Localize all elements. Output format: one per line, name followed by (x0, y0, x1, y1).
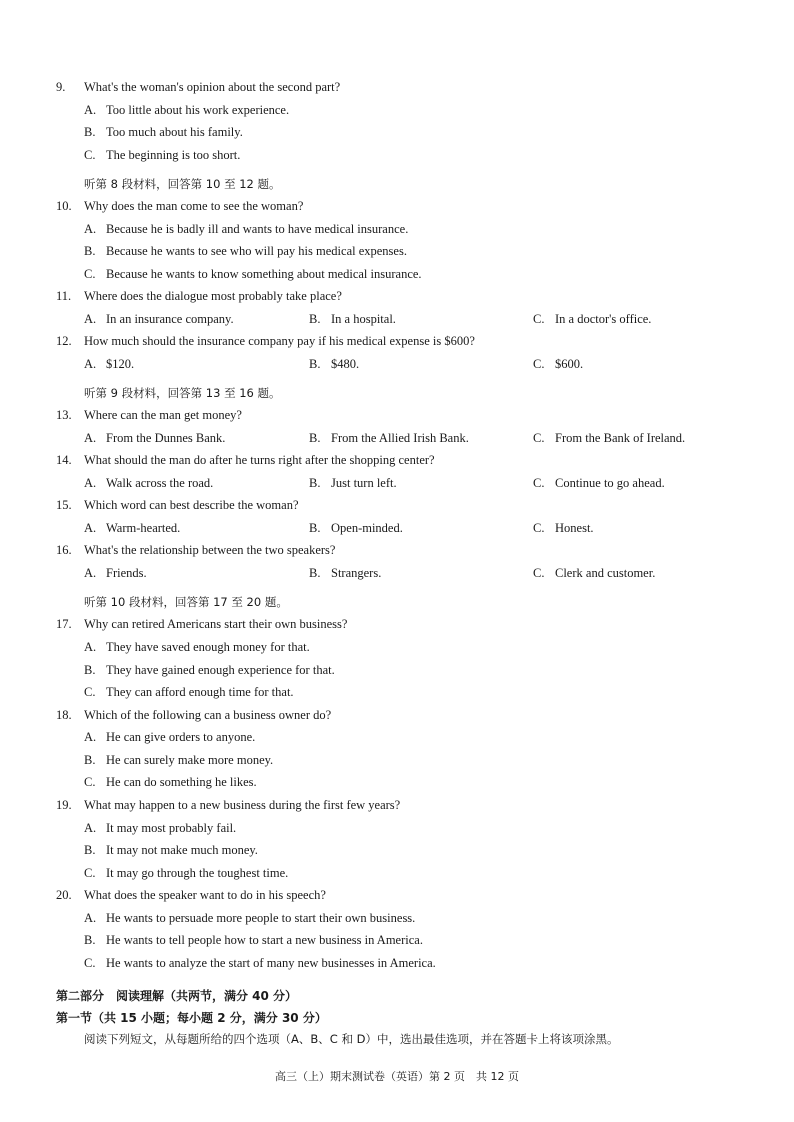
option-text: Too little about his work experience. (106, 103, 290, 117)
option-letter: A. (84, 566, 97, 580)
question-20 (56, 888, 326, 903)
option-text: Because he is badly ill and wants to have medical insurance. (106, 222, 409, 236)
option-20c (84, 956, 436, 971)
question-16 (56, 543, 335, 558)
option-text: They have gained enough experience for that. (106, 663, 335, 677)
option-16b (309, 566, 381, 581)
option-letter: C. (84, 775, 96, 789)
option-17a (84, 640, 310, 655)
option-text: $120. (106, 357, 135, 371)
question-number: 17. (56, 617, 72, 631)
option-letter: B. (309, 476, 321, 490)
option-14a (84, 476, 213, 491)
option-text: In a doctor's office. (555, 312, 652, 326)
option-text: $600. (555, 357, 584, 371)
option-text: Friends. (106, 566, 147, 580)
option-letter: C. (84, 148, 96, 162)
question-number: 14. (56, 453, 72, 467)
question-number: 16. (56, 543, 72, 557)
option-9c (84, 148, 240, 163)
question-text: Where can the man get money? (84, 408, 242, 422)
option-text: Continue to go ahead. (555, 476, 665, 490)
option-19c (84, 866, 288, 881)
question-number: 19. (56, 798, 72, 812)
question-text: Where does the dialogue most probably take place? (84, 289, 342, 303)
option-letter: A. (84, 730, 97, 744)
option-letter: B. (309, 357, 321, 371)
option-text: Clerk and customer. (555, 566, 656, 580)
option-letter: A. (84, 431, 97, 445)
option-letter: C. (533, 312, 545, 326)
option-text: It may go through the toughest time. (106, 866, 289, 880)
option-10a (84, 222, 408, 237)
option-15c (533, 521, 594, 536)
question-number: 12. (56, 334, 72, 348)
option-16c (533, 566, 655, 581)
option-letter: C. (533, 521, 545, 535)
question-number: 9. (56, 80, 66, 94)
question-14 (56, 453, 435, 468)
option-letter: C. (84, 685, 96, 699)
option-11c (533, 312, 651, 327)
option-letter: B. (84, 663, 96, 677)
option-15a (84, 521, 180, 536)
option-text: It may not make much money. (106, 843, 258, 857)
option-12a (84, 357, 134, 372)
question-number: 11. (56, 289, 72, 303)
option-13c (533, 431, 685, 446)
question-text: Which of the following can a business owner do? (84, 708, 332, 722)
option-text: He wants to analyze the start of many new businesses in America. (106, 956, 436, 970)
passage-intro-8: 听第 8 段材料，回答第 10 至 12 题。 (84, 177, 281, 191)
option-15b (309, 521, 403, 536)
question-18 (56, 708, 331, 723)
option-14c (533, 476, 665, 491)
option-20a (84, 911, 415, 926)
option-letter: C. (84, 866, 96, 880)
option-letter: C. (533, 566, 545, 580)
question-text: What should the man do after he turns right after the shopping center? (84, 453, 435, 467)
question-text: Which word can best describe the woman? (84, 498, 299, 512)
section-heading: 第一节（共 15 小题；每小题 2 分，满分 30 分） (56, 1011, 327, 1025)
option-18a (84, 730, 255, 745)
option-text: From the Dunnes Bank. (106, 431, 226, 445)
question-number: 20. (56, 888, 72, 902)
question-17 (56, 617, 347, 632)
option-letter: B. (84, 843, 96, 857)
option-text: In a hospital. (331, 312, 396, 326)
question-number: 13. (56, 408, 72, 422)
option-19a (84, 821, 236, 836)
passage-intro-10: 听第 10 段材料，回答第 17 至 20 题。 (84, 595, 288, 609)
part-heading: 第二部分 阅读理解（共两节，满分 40 分） (56, 989, 298, 1003)
option-letter: B. (84, 933, 96, 947)
option-text: Honest. (555, 521, 594, 535)
question-9 (56, 80, 340, 95)
question-number: 15. (56, 498, 72, 512)
option-text: Because he wants to know something about medical insurance. (106, 267, 422, 281)
option-11b (309, 312, 396, 327)
option-11a (84, 312, 234, 327)
option-letter: B. (309, 521, 321, 535)
option-text: Walk across the road. (106, 476, 214, 490)
option-text: In an insurance company. (106, 312, 234, 326)
option-text: Just turn left. (331, 476, 397, 490)
option-17b (84, 663, 335, 678)
option-letter: C. (84, 267, 96, 281)
option-16a (84, 566, 147, 581)
option-letter: B. (309, 566, 321, 580)
option-letter: A. (84, 911, 97, 925)
question-text: What's the woman's opinion about the second part? (84, 80, 341, 94)
option-text: They can afford enough time for that. (106, 685, 294, 699)
option-text: They have saved enough money for that. (106, 640, 310, 654)
question-number: 18. (56, 708, 72, 722)
option-text: Open-minded. (331, 521, 403, 535)
option-letter: A. (84, 476, 97, 490)
option-10b (84, 244, 407, 259)
option-text: He can give orders to anyone. (106, 730, 256, 744)
option-text: Strangers. (331, 566, 382, 580)
option-letter: B. (84, 125, 96, 139)
option-18c (84, 775, 257, 790)
option-letter: A. (84, 103, 97, 117)
option-19b (84, 843, 258, 858)
page-footer: 高三（上）期末测试卷（英语）第 2 页 共 12 页 (275, 1070, 519, 1083)
question-12 (56, 334, 475, 349)
question-text: Why does the man come to see the woman? (84, 199, 304, 213)
option-text: He can surely make more money. (106, 753, 274, 767)
option-letter: A. (84, 821, 97, 835)
question-number: 10. (56, 199, 72, 213)
question-text: Why can retired Americans start their own business? (84, 617, 348, 631)
question-13 (56, 408, 242, 423)
passage-intro-9: 听第 9 段材料，回答第 13 至 16 题。 (84, 386, 281, 400)
option-text: The beginning is too short. (106, 148, 241, 162)
option-letter: A. (84, 640, 97, 654)
option-letter: C. (533, 431, 545, 445)
option-12c (533, 357, 583, 372)
question-15 (56, 498, 299, 513)
option-13b (309, 431, 469, 446)
option-letter: A. (84, 357, 97, 371)
option-letter: A. (84, 312, 97, 326)
option-letter: C. (533, 476, 545, 490)
option-17c (84, 685, 294, 700)
option-letter: A. (84, 521, 97, 535)
option-text: He wants to tell people how to start a new business in America. (106, 933, 423, 947)
option-text: From the Bank of Ireland. (555, 431, 686, 445)
option-text: From the Allied Irish Bank. (331, 431, 469, 445)
question-10 (56, 199, 303, 214)
option-12b (309, 357, 359, 372)
question-text: What's the relationship between the two speakers? (84, 543, 336, 557)
question-text: What does the speaker want to do in his speech? (84, 888, 326, 902)
option-9b (84, 125, 243, 140)
option-letter: C. (84, 956, 96, 970)
option-text: Because he wants to see who will pay his medical expenses. (106, 244, 407, 258)
option-text: It may most probably fail. (106, 821, 237, 835)
option-18b (84, 753, 273, 768)
option-letter: B. (309, 312, 321, 326)
option-letter: C. (533, 357, 545, 371)
option-text: He wants to persuade more people to start their own business. (106, 911, 416, 925)
option-letter: A. (84, 222, 97, 236)
option-13a (84, 431, 225, 446)
question-11 (56, 289, 342, 304)
option-10c (84, 267, 422, 282)
option-text: Too much about his family. (106, 125, 243, 139)
question-text: How much should the insurance company pay if his medical expense is $600? (84, 334, 475, 348)
option-9a (84, 103, 289, 118)
section-instruction: 阅读下列短文，从每题所给的四个选项（A、B、C 和 D）中，选出最佳选项，并在答题卡上将该项涂黑。 (84, 1032, 619, 1046)
option-letter: B. (84, 753, 96, 767)
option-14b (309, 476, 397, 491)
option-20b (84, 933, 423, 948)
question-text: What may happen to a new business during the first few years? (84, 798, 401, 812)
option-letter: B. (309, 431, 321, 445)
option-text: $480. (331, 357, 360, 371)
option-letter: B. (84, 244, 96, 258)
question-19 (56, 798, 400, 813)
option-text: He can do something he likes. (106, 775, 257, 789)
option-text: Warm-hearted. (106, 521, 181, 535)
